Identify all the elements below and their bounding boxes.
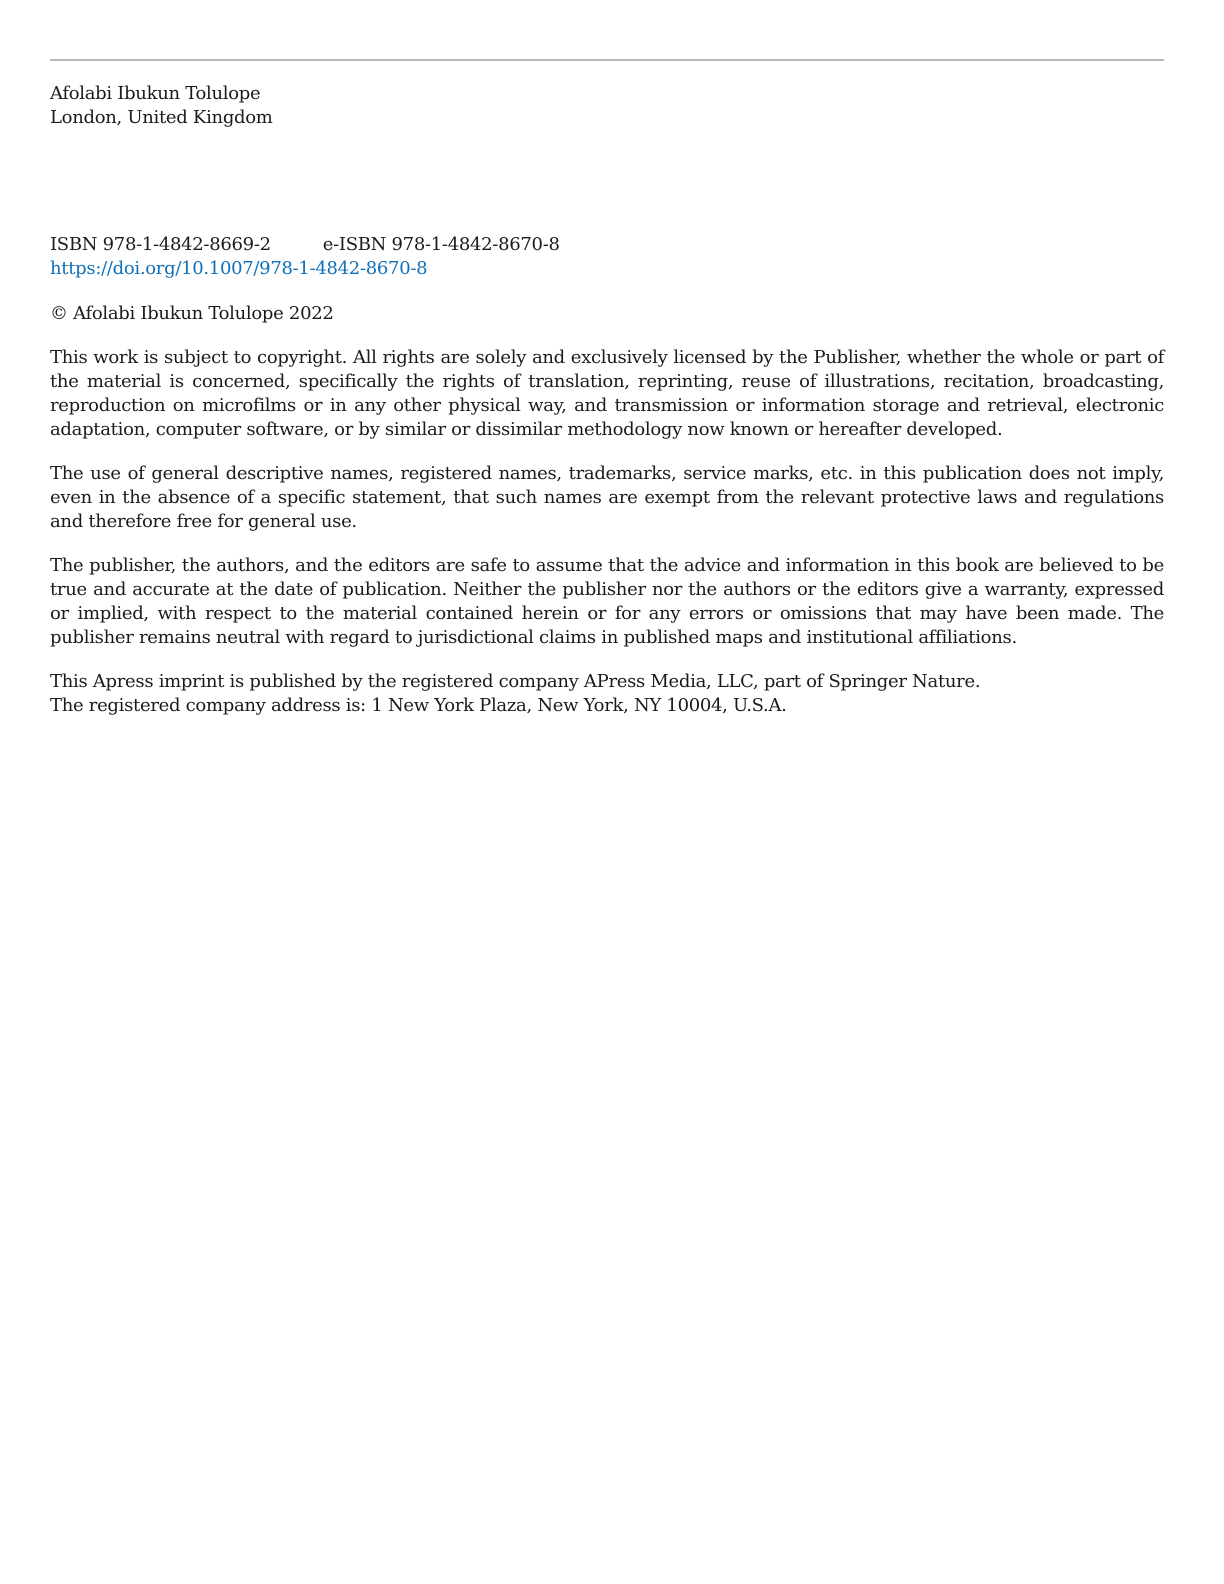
- author-block: [50, 82, 1164, 130]
- publisher-address: The registered company address is: 1 New York Plaza, New York, NY 10004, U.S.A.: [50, 695, 787, 716]
- imprint-line: This Apress imprint is published by the registered company APress Media, LLC, part of Springer Nature.: [50, 671, 981, 692]
- imprint-block: [50, 670, 1164, 718]
- isbn-block: [50, 233, 1164, 281]
- top-rule: [50, 59, 1164, 61]
- author-name: Afolabi Ibukun Tolulope: [50, 83, 261, 104]
- copyright-page: [50, 0, 1164, 1584]
- electronic-isbn: e-ISBN 978-1-4842-8670-8: [322, 234, 560, 255]
- doi-link[interactable]: https://doi.org/10.1007/978-1-4842-8670-8: [50, 258, 428, 279]
- copyright-paragraph: This work is subject to copyright. All rights are solely and exclusively licensed by the Publisher, whether the whole or part of the material is concerned, specifically the rights of translation, reprinting, reuse of illustrations, recitation, broadcasting, reproduction on microfilms or in any other physical way, and transmission or information storage and retrieval, electronic adaptation, computer software, or by similar or dissimilar methodology now known or hereafter developed.: [50, 347, 1164, 440]
- trademark-paragraph: The use of general descriptive names, registered names, trademarks, service marks, etc. in this publication does not imply, even in the absence of a specific statement, that such names are exempt from the relevant protective laws and regulations and therefore free for general use.: [50, 463, 1164, 532]
- isbn-line: [50, 233, 1164, 257]
- print-isbn: ISBN 978-1-4842-8669-2: [50, 234, 271, 255]
- copyright-notice: © Afolabi Ibukun Tolulope 2022: [50, 303, 334, 324]
- disclaimer-paragraph: The publisher, the authors, and the editors are safe to assume that the advice and information in this book are believed to be true and accurate at the date of publication. Neither the publisher nor the authors or the editors give a warranty, expressed or implied, with respect to the material contained herein or for any errors or omissions that may have been made. The publisher remains neutral with regard to jurisdictional claims in published maps and institutional affiliations.: [50, 555, 1164, 648]
- author-location: London, United Kingdom: [50, 107, 273, 128]
